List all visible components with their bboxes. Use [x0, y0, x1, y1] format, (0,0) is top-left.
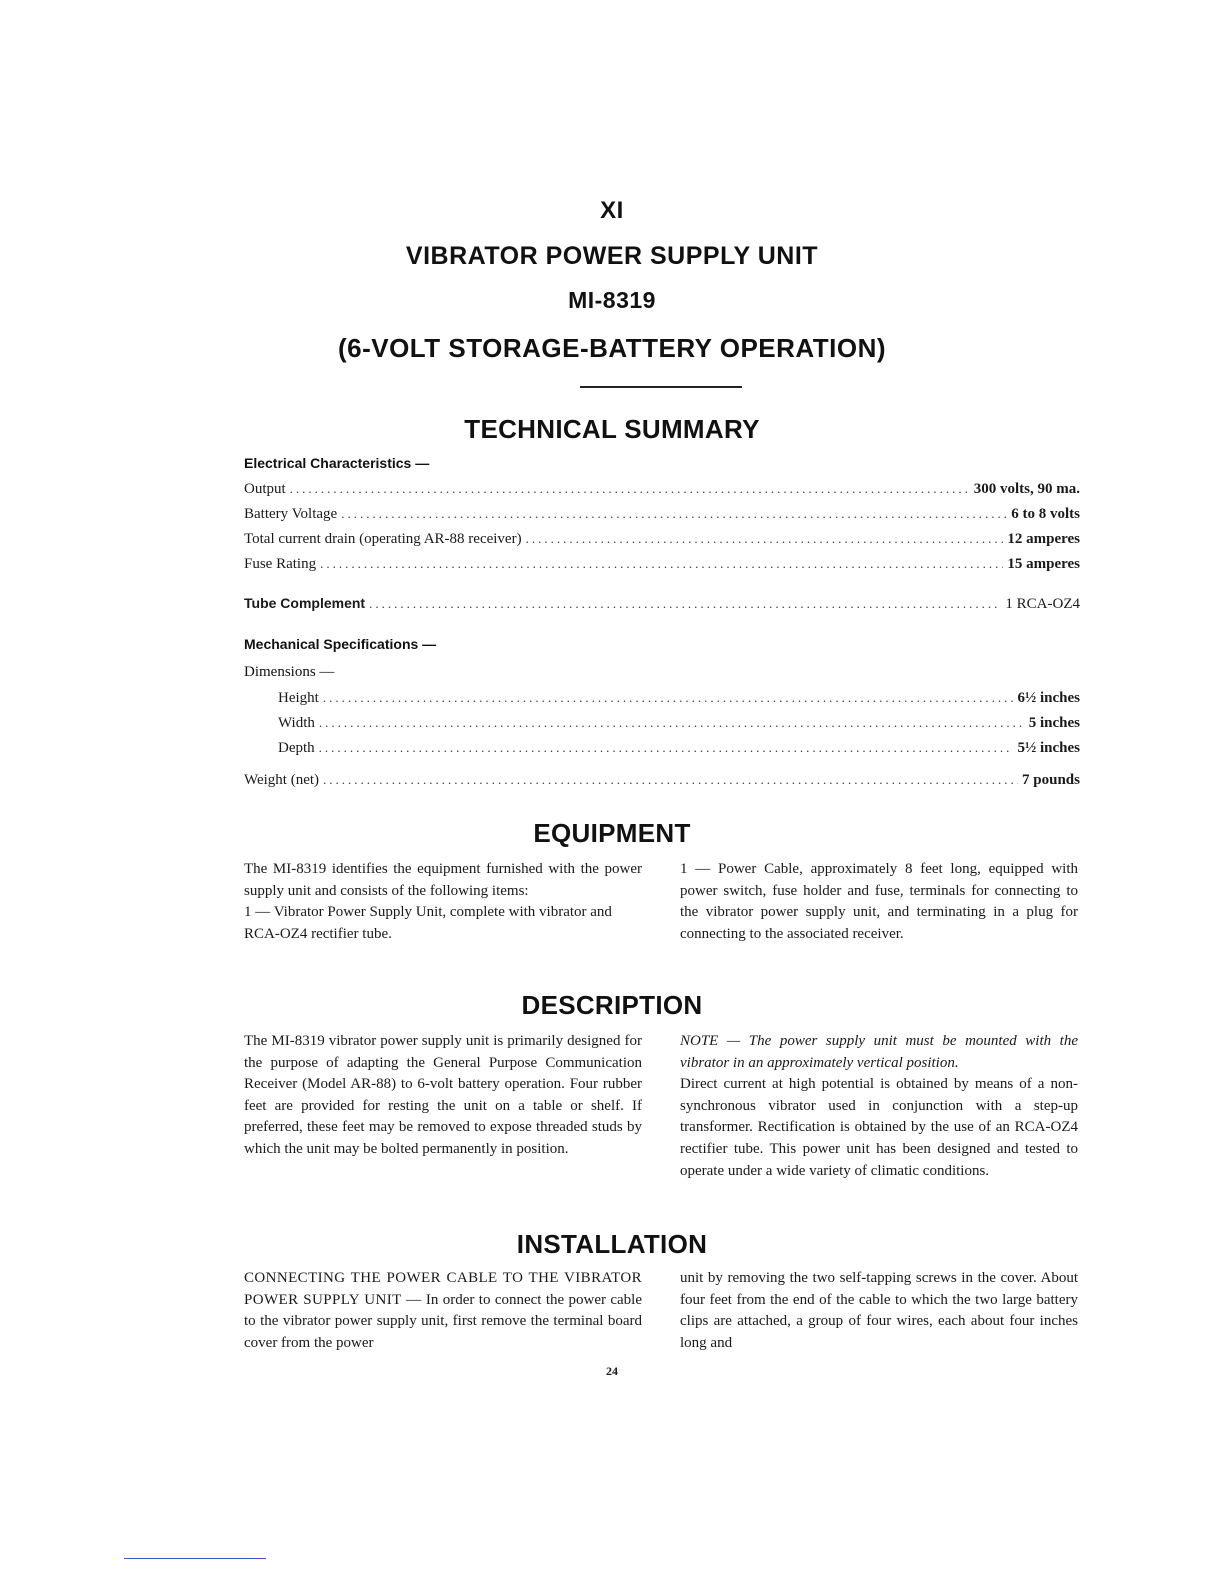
- description-left-column: [244, 1031, 642, 1161]
- spec-value: 7 pounds: [1022, 772, 1080, 788]
- model-number: MI-8319: [568, 287, 656, 313]
- spec-label: Output: [244, 481, 286, 497]
- leader-dots: [319, 715, 1025, 731]
- spec-label: Depth: [278, 740, 315, 756]
- electrical-characteristics-label: Electrical Characteristics —: [244, 455, 430, 471]
- page-title: VIBRATOR POWER SUPPLY UNIT: [405, 242, 819, 270]
- leader-dots: [323, 690, 1014, 706]
- spec-row-fuse-rating: [244, 556, 1080, 576]
- spec-row-current-drain: [244, 531, 1080, 551]
- paragraph-text: In order to connect the power cable to the vibrator power supply unit, first remove the terminal board cover from the power: [244, 1291, 643, 1351]
- run-in-heading: CONNECTING THE POWER CABLE TO THE VIBRATOR POWER SUPPLY UNIT —: [244, 1270, 642, 1308]
- dimensions-label: Dimensions —: [244, 664, 335, 680]
- spec-row-tube-complement: [244, 595, 1080, 615]
- installation-heading: INSTALLATION: [516, 1229, 708, 1259]
- description-right-column: [680, 1031, 1078, 1182]
- leader-dots: [320, 556, 1003, 572]
- spec-label: Height: [278, 690, 319, 706]
- leader-dots: [369, 596, 1001, 612]
- leader-dots: [323, 772, 1018, 788]
- equipment-right-column: [680, 859, 1078, 945]
- spec-row-height: [278, 690, 1080, 710]
- equipment-heading: EQUIPMENT: [533, 818, 691, 848]
- spec-value: 300 volts, 90 ma.: [973, 481, 1080, 497]
- spec-label: Fuse Rating: [244, 556, 317, 572]
- spec-label: Tube Complement: [244, 595, 366, 611]
- spec-value: 1 RCA-OZ4: [1005, 596, 1080, 612]
- spec-value: 6½ inches: [1017, 690, 1080, 706]
- spec-label: Battery Voltage: [244, 506, 338, 522]
- installation-left-column: [244, 1268, 642, 1354]
- spec-value: 5½ inches: [1017, 740, 1080, 756]
- note-paragraph: NOTE — The power supply unit must be mounted with the vibrator in an approximately vertical position.: [680, 1033, 1078, 1071]
- bottom-rule: [124, 1558, 266, 1559]
- leader-dots: [319, 740, 1014, 756]
- technical-summary-heading: TECHNICAL SUMMARY: [464, 414, 760, 444]
- spec-row-output: [244, 481, 1080, 501]
- spec-value: 15 amperes: [1007, 556, 1080, 572]
- leader-dots: [341, 506, 1007, 522]
- paragraph: Direct current at high potential is obtained by means of a non-synchronous vibrator used in conjunction with a step-up transformer. Rectification is obtained by the use of an RCA-OZ4 rectifier tube. This power unit has been designed and tested to operate under a wide variety of climatic conditions.: [680, 1076, 1078, 1179]
- page-subtitle: (6-VOLT STORAGE-BATTERY OPERATION): [337, 333, 887, 363]
- spec-label: Total current drain (operating AR-88 receiver): [244, 531, 522, 547]
- paragraph: 1 — Power Cable, approximately 8 feet long, equipped with power switch, fuse holder and fuse, terminals for connecting to the vibrator power supply unit, and terminating in a plug for connecting to the associated receiver.: [680, 861, 1078, 942]
- paragraph: The MI-8319 identifies the equipment furnished with the power supply unit and consists of the following items:: [244, 861, 642, 899]
- paragraph: unit by removing the two self-tapping screws in the cover. About four feet from the end of the cable to which the two large battery clips are attached, a group of four wires, each about four inches long and: [680, 1270, 1078, 1351]
- title-divider: [580, 386, 742, 388]
- chapter-number: XI: [600, 197, 624, 224]
- spec-label: Width: [278, 715, 315, 731]
- leader-dots: [290, 481, 970, 497]
- spec-row-depth: [278, 740, 1080, 760]
- spec-value: 12 amperes: [1007, 531, 1080, 547]
- spec-row-width: [278, 715, 1080, 735]
- spec-value: 6 to 8 volts: [1011, 506, 1080, 522]
- installation-right-column: [680, 1268, 1078, 1354]
- spec-value: 5 inches: [1028, 715, 1080, 731]
- paragraph: [244, 1268, 642, 1354]
- paragraph: The MI-8319 vibrator power supply unit is primarily designed for the purpose of adapting the General Purpose Communication Receiver (Model AR-88) to 6-volt battery operation. Four rubber feet are provided for resting the unit on a table or shelf. If preferred, these feet may be removed to expose threaded studs by which the unit may be bolted permanently in position.: [244, 1033, 642, 1157]
- spec-row-battery-voltage: [244, 506, 1080, 526]
- spec-row-weight: [244, 772, 1080, 792]
- equipment-left-column: [244, 859, 642, 945]
- description-heading: DESCRIPTION: [521, 990, 703, 1020]
- paragraph: 1 — Vibrator Power Supply Unit, complete with vibrator and RCA-OZ4 rectifier tube.: [244, 904, 612, 942]
- spec-label: Weight (net): [244, 772, 320, 788]
- leader-dots: [526, 531, 1004, 547]
- mechanical-specifications-label: Mechanical Specifications —: [244, 636, 437, 652]
- page-number: 24: [606, 1364, 618, 1378]
